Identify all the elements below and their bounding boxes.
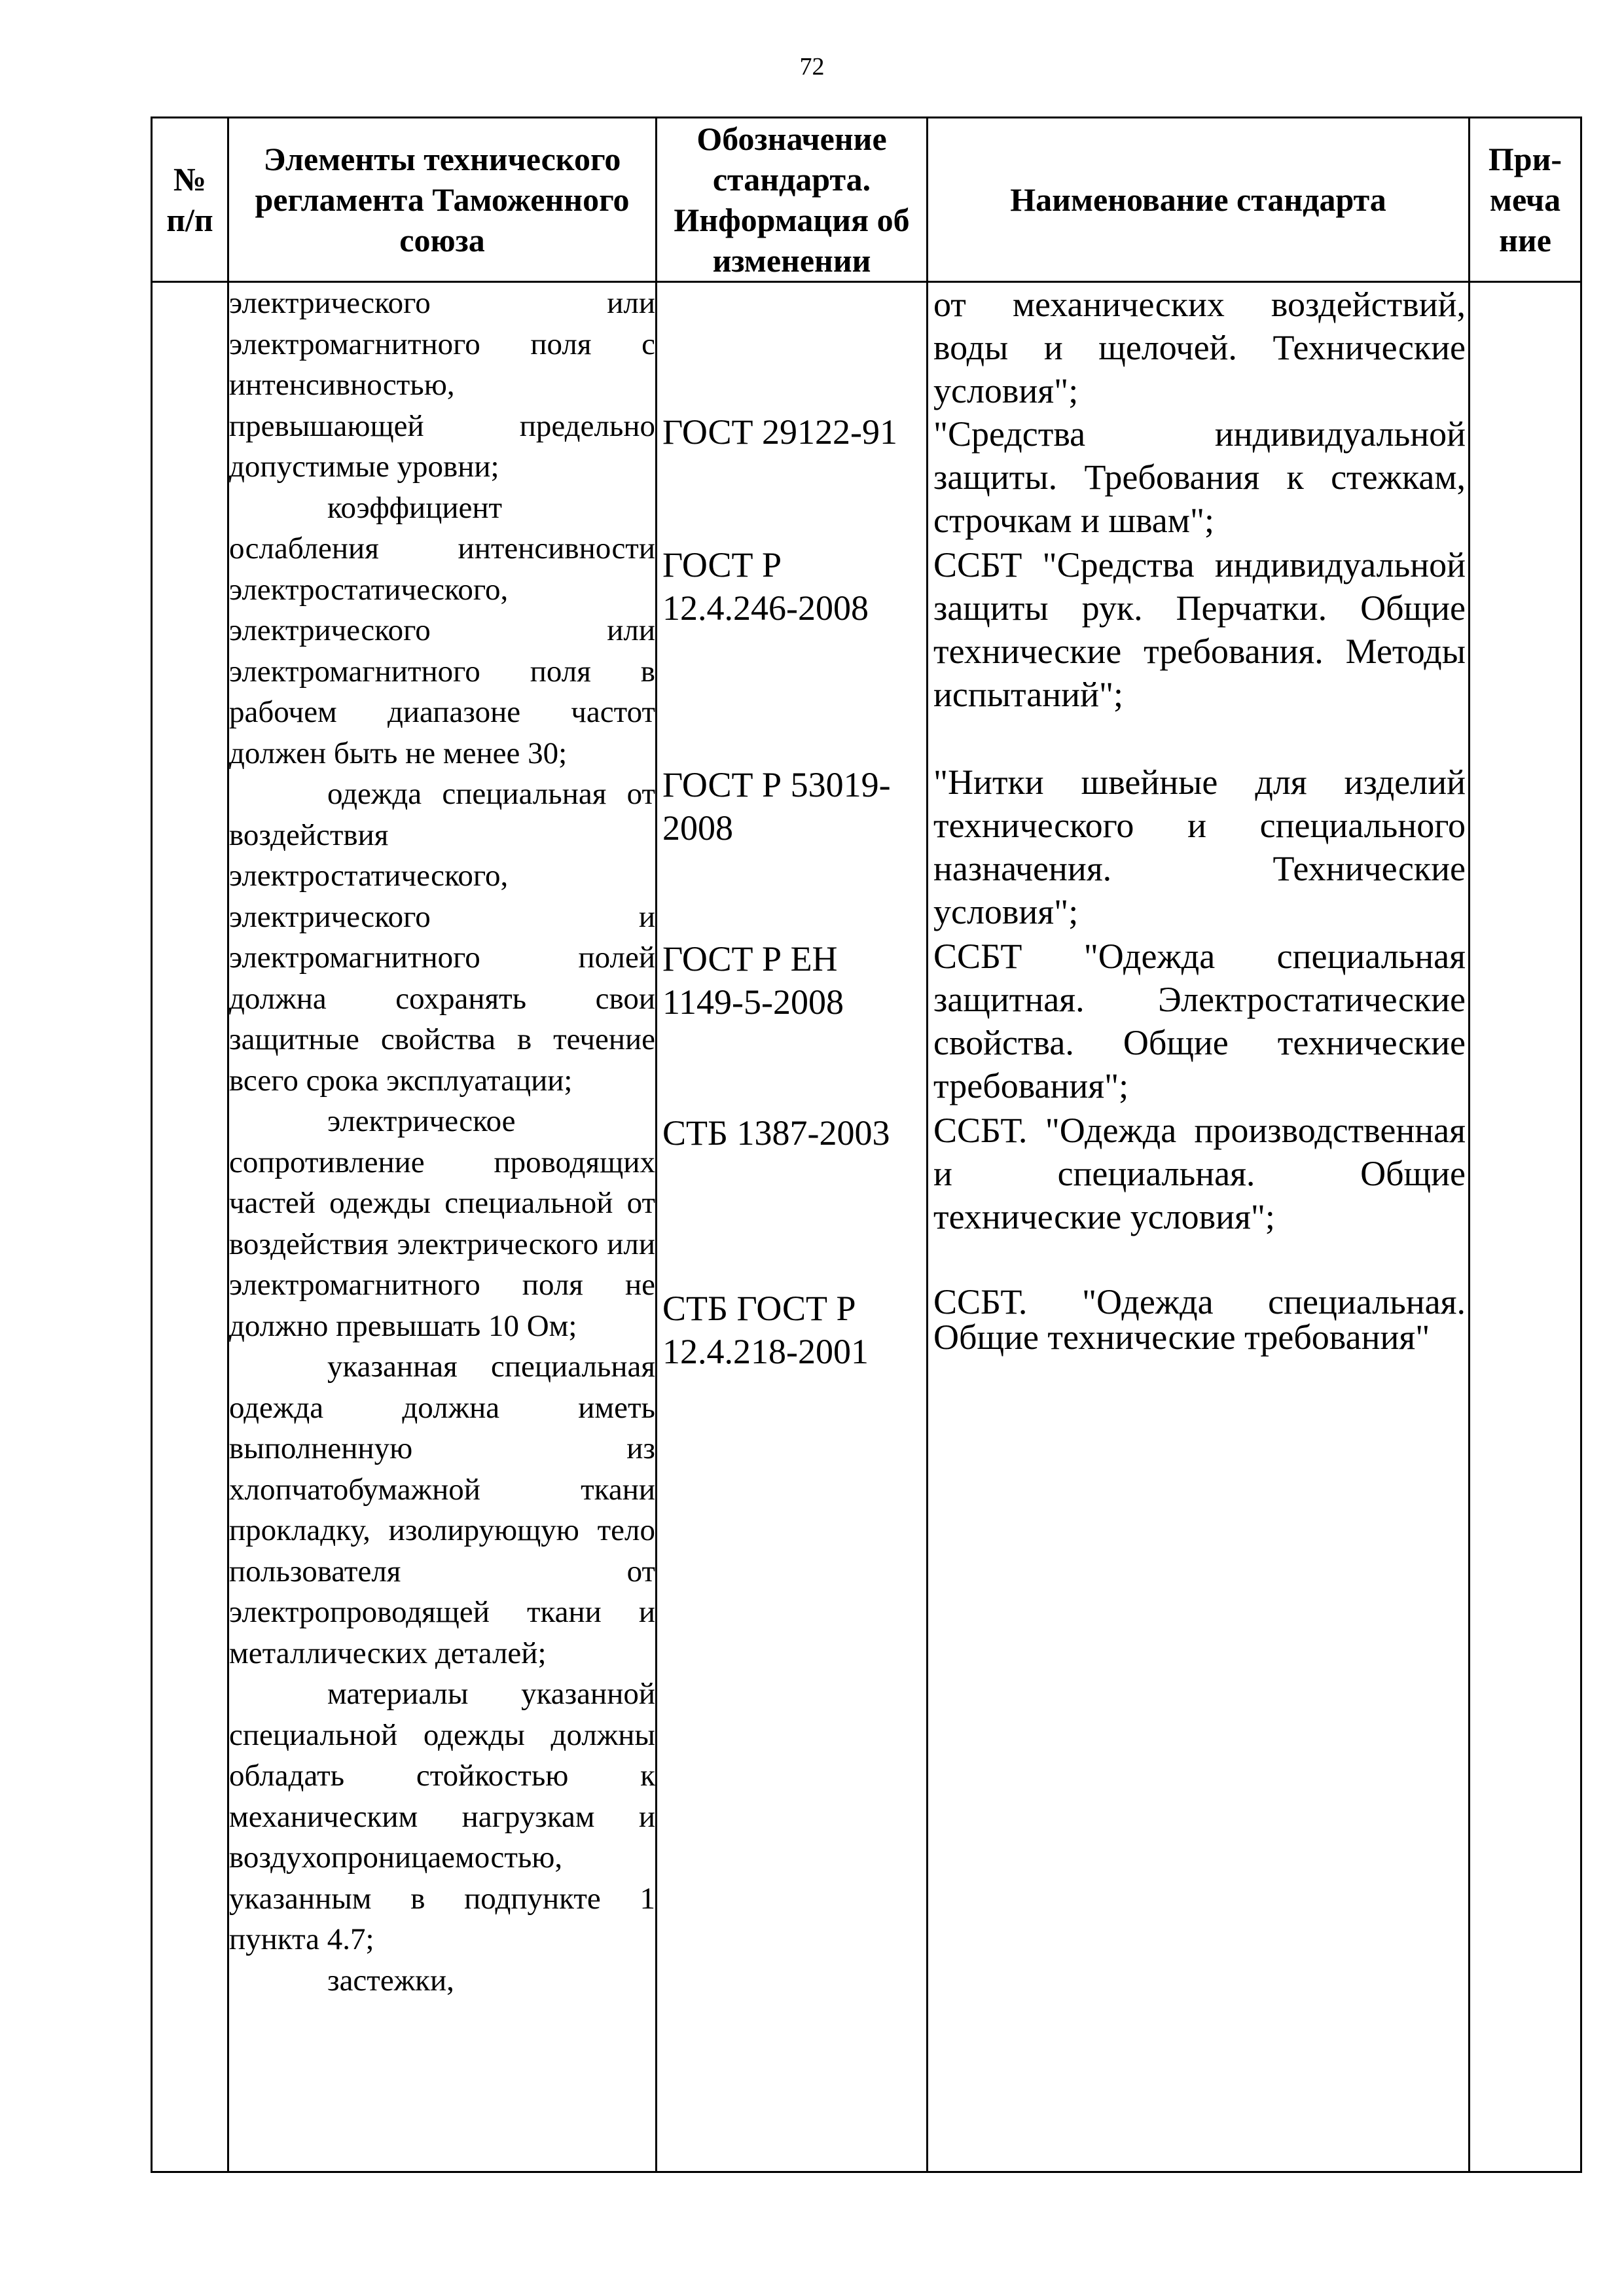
standard-name: ССБТ. "Одежда специальная. Общие технические требования" bbox=[933, 1282, 1466, 1357]
standard-name: "Нитки швейные для изделий технического и специального назначения. Технические условия"; bbox=[933, 762, 1466, 931]
standards-cell bbox=[657, 282, 928, 2172]
num-cell bbox=[152, 282, 228, 2172]
header-num: № п/п bbox=[152, 118, 228, 282]
requirement-text: указанная специальная одежда должна иметь выполненную из хлопчатобумажной ткани прокладку, изолирующую тело пользователя от электропроводящей ткани и металлических деталей; bbox=[229, 1350, 655, 1670]
standard-name: ССБТ "Одежда специальная защитная. Электростатические свойства. Общие технические требования"; bbox=[933, 937, 1466, 1105]
standard-designation: ГОСТ Р 53019-2008 bbox=[662, 765, 891, 848]
requirement-text: одежда специальная от воздействия электростатического, электрического и электромагнитного полей должна сохранять свои защитные свойства в течение всего срока эксплуатации; bbox=[229, 777, 655, 1098]
requirement-text: электрического или электромагнитного поля с интенсивностью, превышающей предельно допустимые уровни; bbox=[229, 286, 655, 484]
header-note: При- меча ние bbox=[1470, 118, 1581, 282]
standard-names-cell bbox=[928, 282, 1470, 2172]
requirements-cell bbox=[228, 282, 657, 2172]
standard-designation: СТБ 1387-2003 bbox=[662, 1113, 890, 1153]
standard-designation: ГОСТ 29122-91 bbox=[662, 412, 898, 452]
table-header-row bbox=[152, 118, 1581, 282]
page-number: 72 bbox=[799, 53, 825, 81]
header-designation: Обозначение стандарта. Информация об изменении bbox=[657, 118, 928, 282]
standard-name: ССБТ "Средства индивидуальной защиты рук. Перчатки. Общие технические требования. Методы испытаний"; bbox=[933, 545, 1466, 714]
standards-table bbox=[151, 117, 1582, 2173]
standard-name: "Средства индивидуальной защиты. Требования к стежкам, строчкам и швам"; bbox=[933, 414, 1466, 540]
requirement-text: коэффициент ослабления интенсивности электростатического, электрического или электромагнитного поля в рабочем диапазоне частот должен быть не менее 30; bbox=[229, 490, 655, 770]
header-name: Наименование стандарта bbox=[928, 118, 1470, 282]
standard-name: от механических воздействий, воды и щелочей. Технические условия"; bbox=[933, 285, 1466, 410]
requirement-text: застежки, bbox=[327, 1963, 454, 1998]
standard-designation: СТБ ГОСТ Р 12.4.218-2001 bbox=[662, 1289, 869, 1371]
requirement-text: электрическое сопротивление проводящих частей одежды специальной от воздействия электрического или электромагнитного поля не должно превышать 10 Ом; bbox=[229, 1104, 655, 1343]
standard-designation: ГОСТ Р 12.4.246-2008 bbox=[662, 545, 869, 628]
standard-name: ССБТ. "Одежда производственная и специальная. Общие технические условия"; bbox=[933, 1111, 1466, 1236]
requirement-text: материалы указанной специальной одежды должны обладать стойкостью к механическим нагрузкам и воздухопроницаемостью, указанным в подпункте 1 пункта 4.7; bbox=[229, 1677, 655, 1956]
standard-designation: ГОСТ Р ЕН 1149-5-2008 bbox=[662, 939, 844, 1022]
header-elements: Элементы технического регламента Таможенного союза bbox=[228, 118, 657, 282]
note-cell bbox=[1470, 282, 1581, 2172]
table-row bbox=[152, 282, 1581, 2172]
